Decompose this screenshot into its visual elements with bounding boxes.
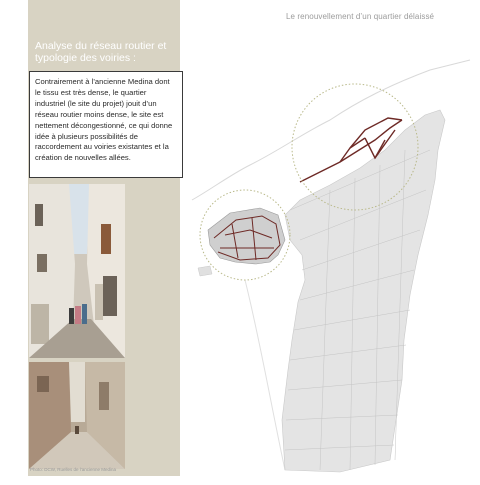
medina-street-photo bbox=[29, 362, 125, 469]
analysis-text-box bbox=[29, 71, 183, 178]
analysis-paragraph: Contrairement à l’ancienne Medina dont le tissu est très dense, le quartier industriel (le site du projet) jouit d’un réseau routier moins dense, le site est nettement décongestionné, ce qui donne idée à plusieurs possibilités de raccordement au voiries existantes et la création de nouvelles allées. bbox=[35, 77, 173, 163]
page-title: Le renouvellement d’un quartier délaissé bbox=[286, 12, 435, 21]
photo-caption: Photo: DCW, Ruelles de l’ancienne Medina bbox=[30, 467, 117, 472]
section-heading: Analyse du réseau routier et typologie des voiries : bbox=[35, 40, 167, 64]
medina-alley-photo bbox=[29, 184, 125, 358]
city-road-network-map bbox=[190, 40, 480, 480]
